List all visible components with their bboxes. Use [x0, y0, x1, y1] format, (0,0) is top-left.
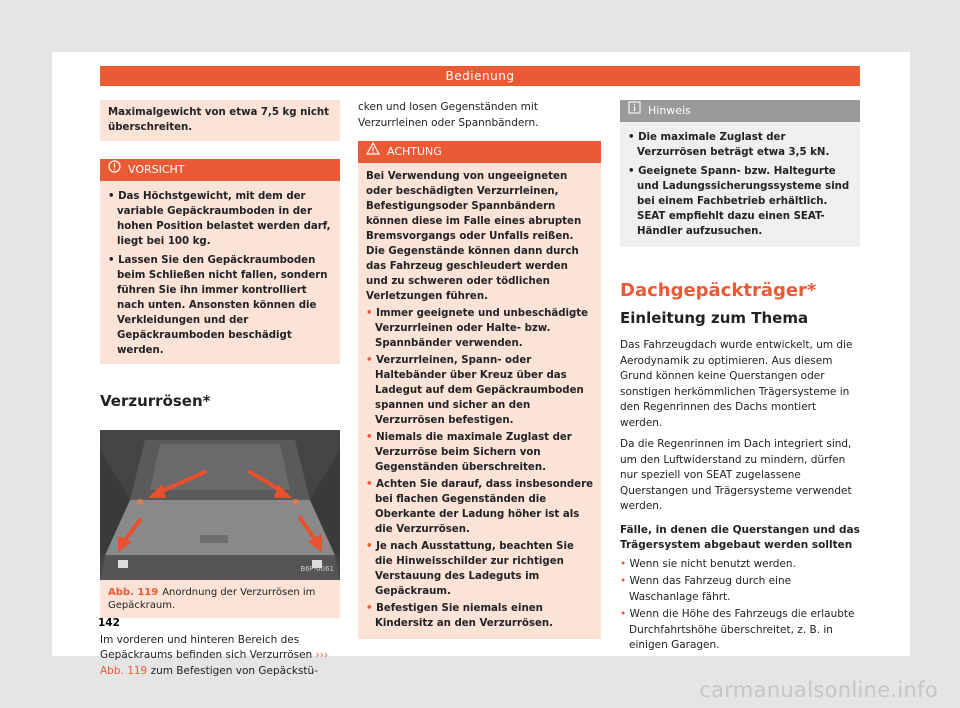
caution-item: • Das Höchstgewicht, mit dem der variable Gepäckraumboden in der hohen Position belastet werden darf, liegt bei 100 kg. [108, 191, 331, 247]
paragraph-rain-gutters: Da die Regenrinnen im Dach integriert sind, um den Luftwiderstand zu mindern, dürfen nur speziell von SEAT zugelassene Querstangen und Trägersysteme verwendet werden. [620, 438, 852, 512]
warning-item: • Niemals die maximale Zuglast der Verzurröse beim Sichern von Gegenständen überschreiten. [366, 432, 572, 473]
warning-body [358, 163, 601, 639]
watermark: carmanualsonline.info [699, 678, 938, 702]
caution-icon [108, 159, 121, 181]
warning-item: • Immer geeignete und unbeschädigte Verzurrleinen oder Halte- bzw. Spannbänder verwenden. [366, 308, 589, 349]
figure-ref-arrow: ››› [315, 649, 329, 661]
caution-title: VORSICHT [128, 163, 185, 176]
case-item: • Wenn die Höhe des Fahrzeugs die erlaubte Durchfahrtshöhe überschreitet, z. B. in einigen Garagen. [620, 608, 855, 651]
figure-caption [100, 580, 340, 618]
figure-code: B6F-0061 [300, 565, 334, 573]
column-left [100, 100, 340, 679]
section-title-intro: Einleitung zum Thema [620, 308, 809, 327]
caution-header [100, 159, 340, 181]
chapter-title: Dachgepäckträger* [620, 280, 817, 301]
section-title-verzurroesen: Verzurrösen* [100, 392, 211, 410]
case-item: • Wenn sie nicht benutzt werden. [620, 557, 796, 570]
caption-label: Abb. 119 [108, 586, 159, 598]
warning-item: • Verzurrleinen, Spann- oder Haltebänder über Kreuz über das Ladegut auf dem Gepäckraumboden spannen und sicher an den Verzurrösen befestigen. [366, 355, 584, 426]
caution-item: • Lassen Sie den Gepäckraumboden beim Schließen nicht fallen, sondern führen Sie ihn immer kontrolliert nach unten. Ansonsten können die Verkleidungen und der Gepäckraumboden beschädigt werden. [108, 255, 328, 356]
column-right [620, 100, 860, 654]
chapter-header: Bedienung [100, 66, 860, 86]
info-icon [628, 100, 641, 122]
note-body [620, 122, 860, 247]
note-item: • Geeignete Spann- bzw. Haltegurte und Ladungssicherungssysteme sind bei einem Fachbetrieb erhältlich. SEAT empfiehlt dazu einen SEAT-Händler aufzusuchen. [628, 166, 850, 237]
column-middle [358, 100, 601, 639]
subhead-cases: Fälle, in denen die Querstangen und das Trägersystem abgebaut werden sollten [620, 523, 860, 551]
warning-item: • Befestigen Sie niemals einen Kindersitz an den Verzurrösen. [366, 603, 554, 629]
note-title: Hinweis [648, 104, 691, 117]
trunk-figure [100, 430, 340, 580]
page-number: 142 [98, 617, 120, 629]
intro-paragraph: cken und losen Gegenständen mit Verzurrleinen oder Spannbändern. [358, 101, 539, 129]
note-item: • Die maximale Zuglast der Verzurrösen beträgt etwa 3,5 kN. [628, 132, 830, 158]
note-header [620, 100, 860, 122]
warning-item: • Je nach Ausstattung, beachten Sie die Hinweisschilder zur richtigen Verstauung des Ladeguts im Gepäckraum. [366, 541, 574, 597]
caption-text: Anordnung der Verzurrösen im Gepäckraum. [108, 586, 316, 611]
figure-ref-link[interactable]: Abb. 119 [100, 664, 148, 677]
warning-lead: Bei Verwendung von ungeeigneten oder beschädigten Verzurrleinen, Befestigungsoder Spannbändern können diese im Falle eines abrupten Bremsvorgangs oder Unfalls reißen. Die Gegenstände können dann durch das Fahrzeug geschleudert werden und zu schweren oder tödlichen Verletzungen führen. [366, 171, 582, 302]
warning-title: ACHTUNG [387, 145, 442, 158]
warning-block [358, 141, 601, 639]
body-paragraph: Im vorderen und hinteren Bereich des Gepäckraums befinden sich Verzurrösen ››› Abb. 119 zum Befestigen von Gepäckstü- [100, 633, 329, 677]
warning-header [358, 141, 601, 163]
caution-body [100, 181, 340, 364]
weight-limit-box: Maximalgewicht von etwa 7,5 kg nicht überschreiten. [100, 100, 340, 141]
note-block [620, 100, 860, 247]
warning-triangle-icon [366, 141, 380, 163]
paragraph-aerodynamics: Das Fahrzeugdach wurde entwickelt, um die Aerodynamik zu optimieren. Aus diesem Grund können keine Querstangen oder sonstigen herkömmlichen Trägersysteme in den Regenrinnen des Dachs montiert werden. [620, 339, 853, 429]
case-item: • Wenn das Fahrzeug durch eine Waschanlage fährt. [620, 575, 792, 603]
warning-item: • Achten Sie darauf, dass insbesondere bei flachen Gegenständen die Oberkante der Ladung höher ist als die Verzurrösen. [366, 479, 594, 535]
caution-block [100, 159, 340, 364]
trunk-illustration [100, 430, 340, 580]
